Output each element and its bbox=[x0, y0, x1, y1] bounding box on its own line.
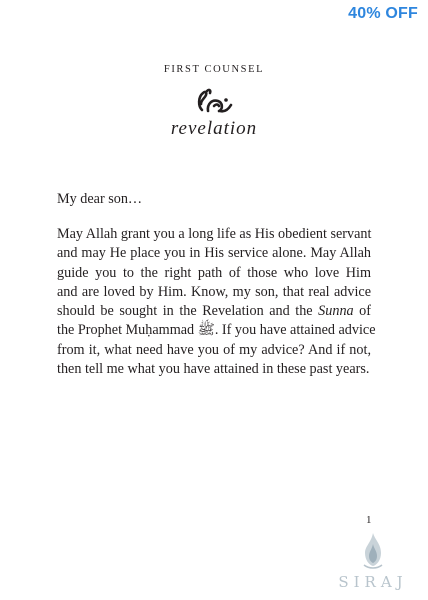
watermark-text: SIRAJ bbox=[338, 573, 408, 591]
body-line: and may He place you in His service alone. May Allah bbox=[57, 245, 371, 262]
page-number: 1 bbox=[366, 514, 372, 526]
body-paragraph bbox=[57, 225, 376, 379]
discount-badge: 40% OFF bbox=[348, 5, 418, 22]
italic-term-sunna: Sunna bbox=[318, 303, 354, 320]
chapter-title: revelation bbox=[170, 118, 258, 139]
body-line: May Allah grant you a long life as His obedient servant bbox=[57, 226, 372, 242]
siraj-watermark bbox=[327, 532, 419, 596]
chapter-label: FIRST COUNSEL bbox=[163, 64, 265, 75]
body-line: the Prophet Muḥammad ﷺ. If you have attained advice bbox=[57, 322, 376, 339]
floral-ornament-icon bbox=[194, 88, 234, 114]
flame-icon bbox=[361, 532, 385, 570]
body-line: then tell me what you have attained in these past years. bbox=[57, 361, 370, 378]
body-line-end: of bbox=[353, 303, 371, 320]
body-line-start: should be sought in the Revelation and the bbox=[57, 303, 319, 320]
body-line bbox=[57, 302, 371, 321]
body-line: from it, what need have you of my advice? And if not, bbox=[57, 341, 371, 358]
body-line: guide you to the right path of those who love Him bbox=[57, 264, 371, 281]
body-line: and are loved by Him. Know, my son, that real advice bbox=[57, 283, 371, 300]
salutation: My dear son… bbox=[57, 191, 143, 207]
